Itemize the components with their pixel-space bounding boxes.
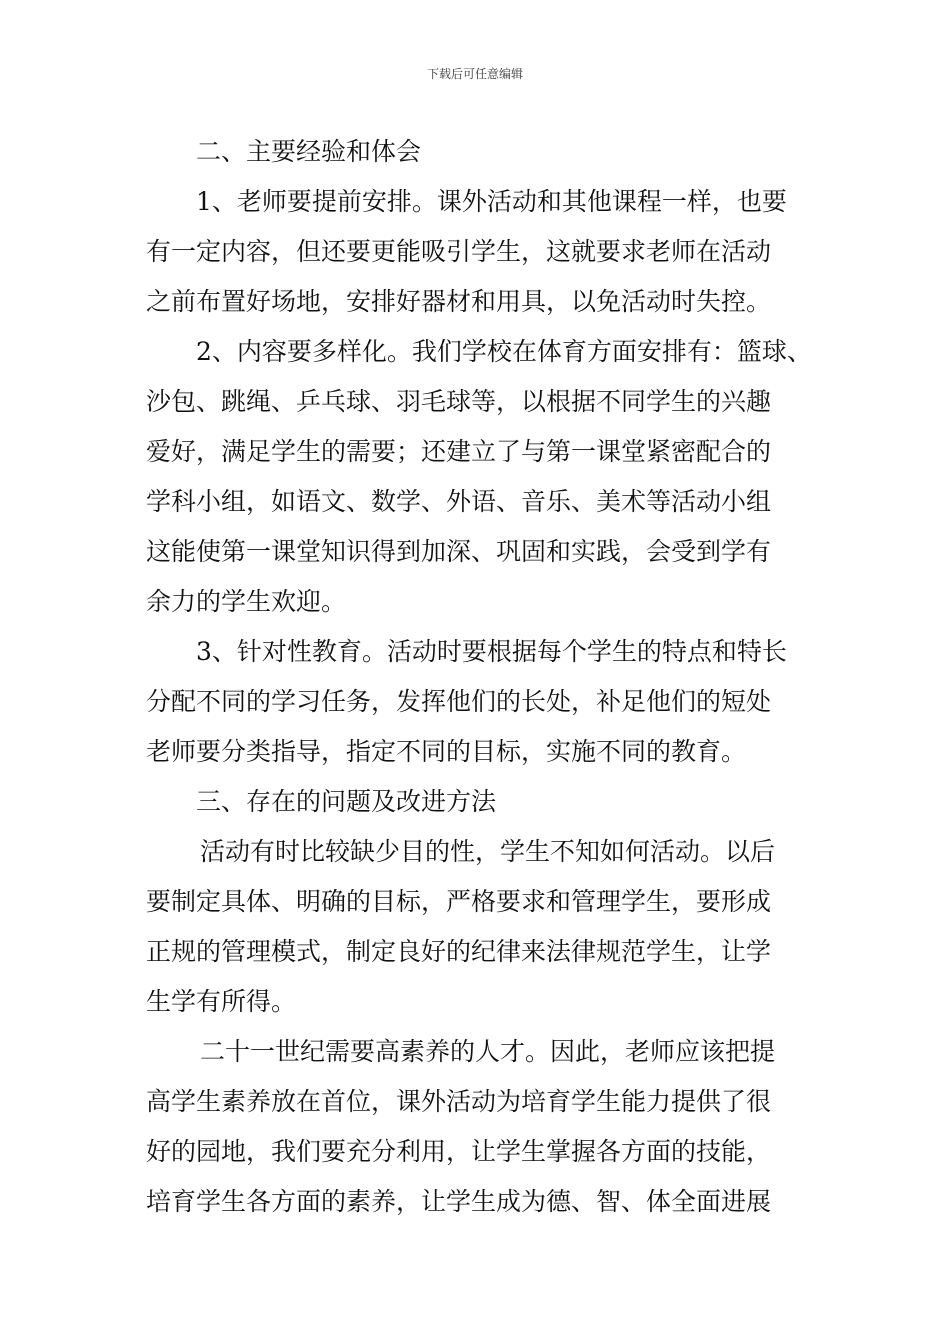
- paragraph-line: 分配不同的学习任务，发挥他们的长处，补足他们的短处: [146, 687, 772, 716]
- paragraph-line: 1、老师要提前安排。课外活动和其他课程一样，也要: [196, 187, 787, 216]
- section-heading-experience: 二、主要经验和体会: [196, 137, 422, 166]
- paragraph-line: 之前布置好场地，安排好器材和用具，以免活动时失控。: [146, 287, 772, 316]
- paragraph-line: 培育学生各方面的素养，让学生成为德、智、体全面进展: [146, 1187, 772, 1216]
- paragraph-line: 沙包、跳绳、乒乓球、羽毛球等，以根据不同学生的兴趣: [146, 387, 772, 416]
- paragraph-line: 好的园地，我们要充分利用，让学生掌握各方面的技能，: [146, 1137, 772, 1166]
- paragraph-line: 有一定内容，但还要更能吸引学生，这就要求老师在活动: [146, 237, 772, 266]
- section-heading-problems: 三、存在的问题及改进方法: [196, 787, 497, 816]
- paragraph-line: 2、内容要多样化。我们学校在体育方面安排有：篮球、: [196, 337, 812, 366]
- paragraph-line: 正规的管理模式，制定良好的纪律来法律规范学生，让学: [146, 937, 772, 966]
- paragraph-line: 高学生素养放在首位，课外活动为培育学生能力提供了很: [146, 1087, 772, 1116]
- paragraph-line: 3、针对性教育。活动时要根据每个学生的特点和特长: [196, 637, 787, 666]
- paragraph-line: 要制定具体、明确的目标，严格要求和管理学生，要形成: [146, 887, 772, 916]
- paragraph-line: 二十一世纪需要高素养的人才。因此，老师应该把提: [200, 1037, 776, 1066]
- page-header: 下载后可任意编辑: [426, 67, 523, 81]
- paragraph-line: 活动有时比较缺少目的性，学生不知如何活动。以后: [200, 837, 776, 866]
- paragraph-line: 生学有所得。: [146, 987, 297, 1016]
- paragraph-line: 老师要分类指导，指定不同的目标，实施不同的教育。: [146, 737, 747, 766]
- paragraph-line: 这能使第一课堂知识得到加深、巩固和实践，会受到学有: [146, 537, 772, 566]
- paragraph-line: 余力的学生欢迎。: [146, 587, 347, 616]
- document-body: [146, 127, 816, 1227]
- paragraph-line: 爱好，满足学生的需要；还建立了与第一课堂紧密配合的: [146, 437, 772, 466]
- paragraph-line: 学科小组，如语文、数学、外语、音乐、美术等活动小组: [146, 487, 772, 516]
